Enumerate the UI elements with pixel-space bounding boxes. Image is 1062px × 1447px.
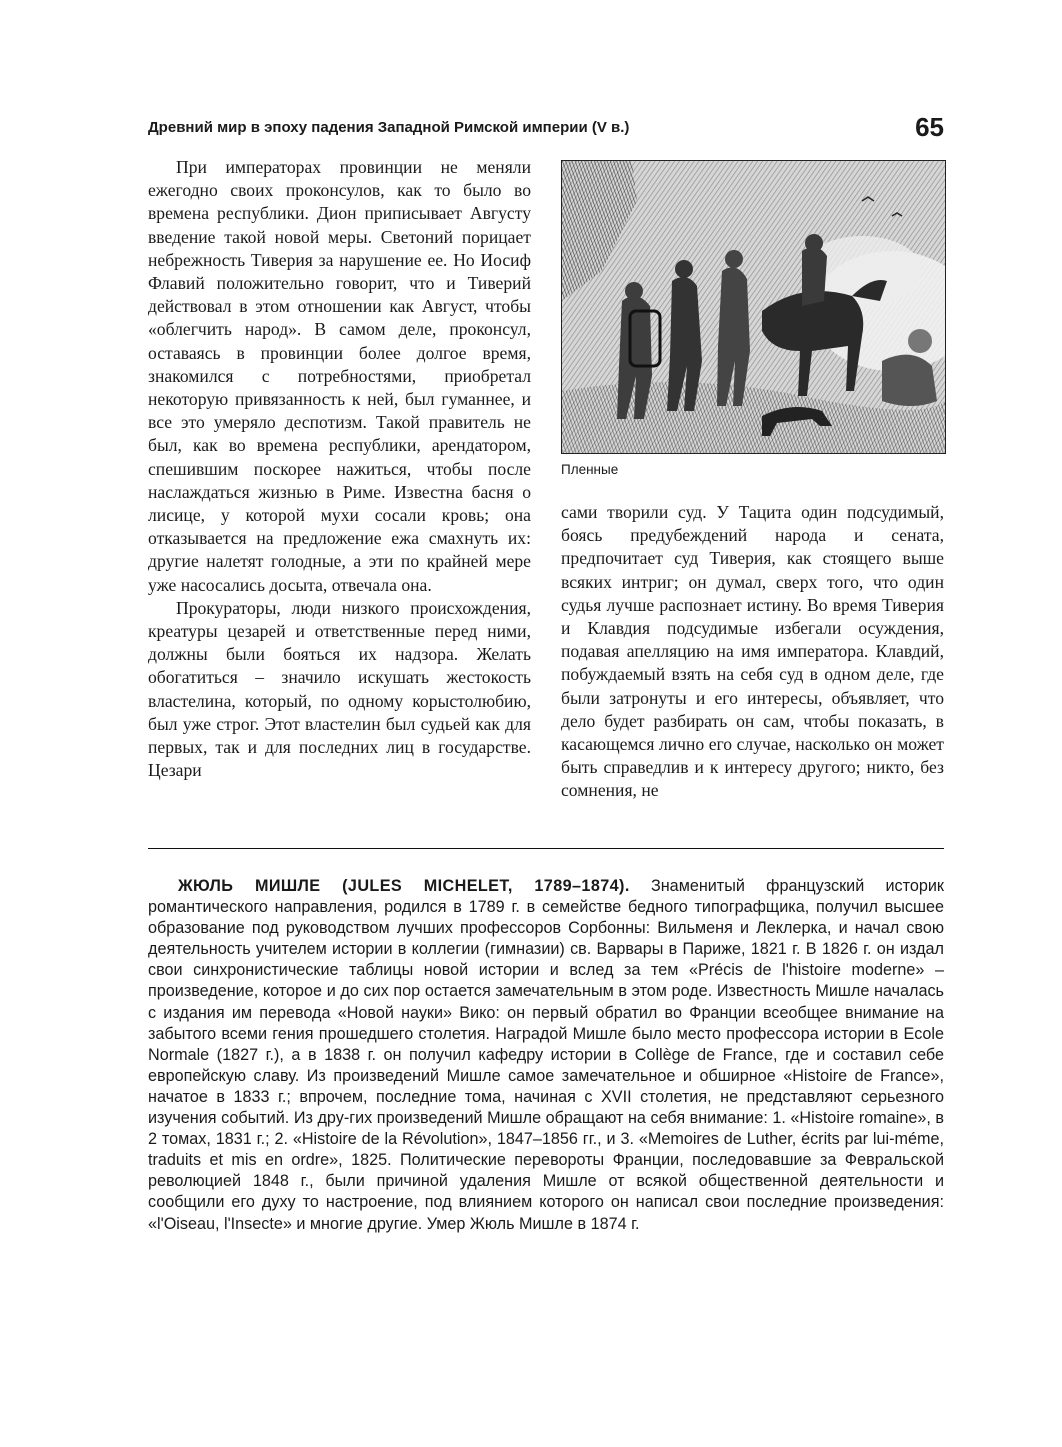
page-number: 65 <box>915 112 944 142</box>
left-paragraph-2: Прокураторы, люди низкого происхождения, креатуры цезарей и ответственные перед ними, должны были бояться их надзора. Желать обогатиться – значило искушать жестокость властелина, который, по одному корыстолюбию, был уже строг. Этот властелин был судьей как для первых, так и для последних лиц в государстве. Цезари <box>148 597 531 781</box>
left-paragraph-1: При императорах провинции не меняли ежегодно своих проконсулов, как то было во времена республики. Дион приписывает Августу введение такой новой меры. Светоний порицает небрежность Тиверия за нарушение ее. Но Иосиф Флавий положительно говорит, что и Тиверий действовал в этом отношении как Август, чтобы «облегчить народ». В самом деле, проконсул, оставаясь в провинции более долгое время, знакомился с потребностями, приобретал некоторую привязанность к ней, был гуманнее, и все это умеряло деспотизм. Такой правитель не был, как во времена республики, арендатором, спешившим поскорее нажиться, чтобы после наслаждаться жизнью в Риме. Известна басня о лисице, у которой мухи сосали кровь; она отказывается на предложение ежа смахнуть их: другие налетят голодные, а эти по крайней мере уже насосались досыта, отвечала она. <box>148 157 531 595</box>
section-divider <box>148 848 944 849</box>
right-paragraph-1: сами творили суд. У Тацита один подсудимый, боясь предубеждений народа и сената, предпочитает суд Тиверия, как стоящего выше всяких интриг; он думал, сверх того, что один судья лучше распознает истину. Во время Тиверия и Клавдия подсудимые избегали осуждения, подавая апелляцию на имя императора. Клавдий, побуждаемый взять на себя суд в одном деле, где были затронуты и его интересы, объявляет, что дело будет разбирать он сам, чтобы показать, в касающемся лично его случае, насколько он может быть справедлив и к интересу другого; никто, без сомнения, не <box>561 502 944 801</box>
right-text-column <box>561 501 944 803</box>
running-title: Древний мир в эпоху падения Западной Римской империи (V в.) <box>148 119 630 136</box>
biography-text: Знаменитый французский историк романтического направления, родился в 1789 г. в семействе бедного типографщика, получил высшее образование под руководством лучших профессоров Сорбонны: Вильменя и Леклерка, и начал свою деятельность учителем истории в коллегии (гимназии) св. Варвары в Париже, 1821 г. В 1826 г. он издал свои синхронистические таблицы новой истории и вслед за тем «Précis de l'histoire moderne» – произведение, которое и до сих пор остается замечательным в этом роде. Известность Мишле началась с издания им перевода «Новой науки» Вико: он первый обратил во Франции всеобщее внимание на забытого всеми гения прошедшего столетия. Наградой Мишле было место профессора истории в Ecole Normale (1827 г.), а в 1838 г. он получил кафедру истории в Collège de France, где и составил себе европейскую славу. Из произведений Мишле самое замечательное и обширное «Histoire de France», начатое в 1833 г.; впрочем, последние тома, начиная с XVII столетия, не представляют серьезного изучения событий. Из дру-гих произведений Мишле обращают на себя внимание: 1. «Histoire romaine», в 2 томах, 1831 г.; 2. «Histoire de la Révolution», 1847–1856 гг., и 3. «Memoires de Luther, écrits par lui-méme, traduits et mis en ordre», 1825. Политические перевороты Франции, последовавшие за Февральской революцией 1848 г., были причиной удаления Мишле от всякой общественной деятельности и сообщили его духу то настроение, под влиянием которого он написал свои последние произведения: «l'Oiseau, l'Insecte» и многие другие. Умер Жюль Мишле в 1874 г. <box>148 877 945 1233</box>
figure-caption: Пленные <box>561 462 619 477</box>
biography-paragraph <box>148 876 944 1235</box>
running-header <box>148 114 944 144</box>
captives-engraving-image <box>562 161 945 453</box>
biography-note <box>148 876 944 1235</box>
biography-name: ЖЮЛЬ МИШЛЕ (JULES MICHELET, 1789–1874). <box>178 877 630 895</box>
engraving-illustration <box>561 160 946 454</box>
left-text-column <box>148 156 531 782</box>
